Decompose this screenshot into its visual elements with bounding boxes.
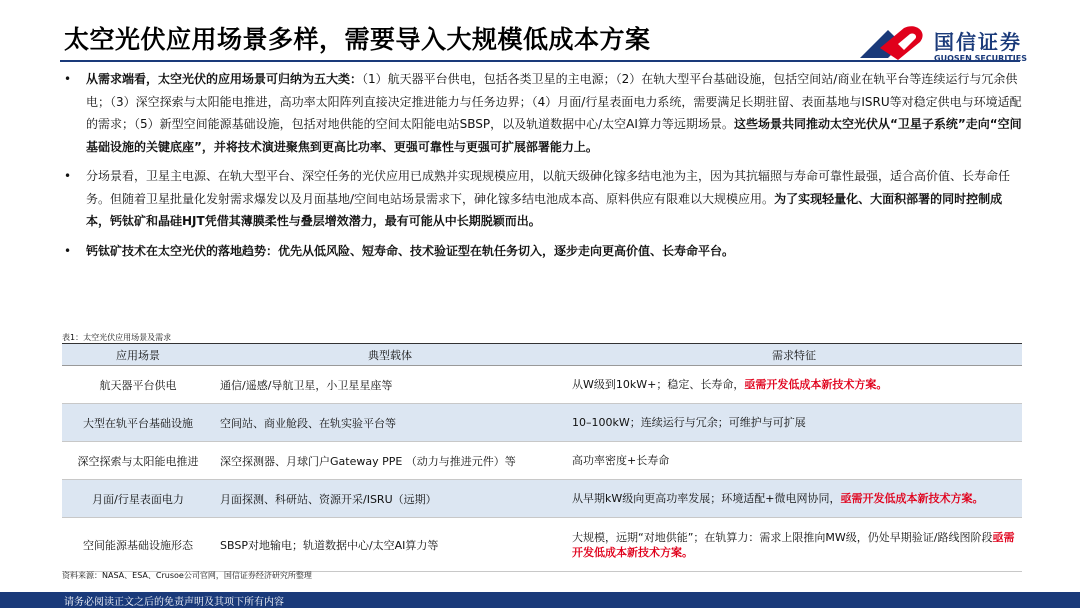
footer-bar	[0, 592, 1080, 608]
logo-text-en: GUOSEN SECURITIES	[934, 54, 1027, 63]
need-red-text: 亟需开发低成本新技术方案。	[840, 492, 984, 505]
bullet-bold-lead: 钙钛矿技术在太空光伏的落地趋势：优先从低风险、短寿命、技术验证型在轨任务切入，逐步走向更高价值、长寿命平台。	[86, 243, 735, 258]
table-header-cell: 典型载体	[214, 344, 566, 366]
need-cell	[566, 518, 1022, 572]
carrier-cell: 月面探测、科研站、资源开采/ISRU（远期）	[214, 480, 566, 518]
scene-cell: 大型在轨平台基础设施	[62, 404, 214, 442]
table-caption: 表1：太空光伏应用场景及需求	[62, 333, 172, 342]
need-red-text: 亟需开发低成本新技术方案。	[744, 378, 888, 391]
table-row	[62, 404, 1022, 442]
bullet-text: 分场景看，卫星主电源、在轨大型平台、深空任务的光伏应用已成熟并实现规模应用，以航天级砷化镓多结电池为主，因为其抗辐照与寿命可靠性最强，适合高价值、长寿命任务。但随着卫星批量化发射需求爆发以及月面基地/空间电站场景需求下，砷化镓多结电池成本高、原料供应有限难以大规模应用。	[86, 169, 1011, 206]
need-text: 从W级到10kW+；稳定、长寿命，	[572, 378, 745, 391]
scenario-table	[62, 343, 1022, 572]
need-text: 大规模，远期“对地供能”；在轨算力：需求上限推向MW级，仍处早期验证/路线图阶段	[572, 530, 993, 544]
bullet-item	[62, 240, 1022, 263]
table-header-row	[62, 344, 1022, 366]
table-row	[62, 366, 1022, 404]
bullet-dot-icon: •	[64, 169, 72, 183]
carrier-cell: 深空探测器、月球门户Gateway PPE （动力与推进元件）等	[214, 442, 566, 480]
bullet-item	[62, 68, 1022, 158]
carrier-cell: SBSP对地输电；轨道数据中心/太空AI算力等	[214, 518, 566, 572]
scene-cell: 月面/行星表面电力	[62, 480, 214, 518]
bullet-list	[62, 68, 1022, 269]
guosen-logo-icon	[858, 24, 928, 64]
carrier-cell: 空间站、商业舱段、在轨实验平台等	[214, 404, 566, 442]
need-red-text: 亟需开发低成本新技术方案。	[572, 530, 1015, 559]
need-cell	[566, 480, 1022, 518]
need-cell	[566, 404, 1022, 442]
bullet-dot-icon: •	[64, 72, 72, 86]
scene-cell: 深空探索与太阳能电推进	[62, 442, 214, 480]
source-note: 资料来源：NASA、ESA、Crusoe公司官网，国信证券经济研究所整理	[62, 571, 312, 580]
bullet-bold-tail: 这些场景共同推动太空光伏从“卫星子系统”走向“空间基础设施的关键底座”，并将技术演进聚焦到更高比功率、更强可靠性与更强可扩展部署能力上。	[86, 117, 1022, 154]
footer-disclaimer: 请务必阅读正文之后的免责声明及其项下所有内容	[64, 597, 284, 608]
logo-text-cn: 国信证券	[934, 30, 1022, 54]
need-text: 10–100kW；连续运行与冗余；可维护与可扩展	[572, 416, 806, 429]
guosen-logo	[858, 22, 1038, 68]
need-text: 从早期kW级向更高功率发展；环境适配+微电网协同，	[572, 492, 841, 505]
table-header-cell: 需求特征	[566, 344, 1022, 366]
bullet-bold-lead: 从需求端看，太空光伏的应用场景可归纳为五大类：	[86, 72, 363, 86]
scene-cell: 空间能源基础设施形态	[62, 518, 214, 572]
bullet-dot-icon: •	[64, 243, 72, 258]
need-cell	[566, 442, 1022, 480]
table-row	[62, 480, 1022, 518]
bullet-bold-tail: 为了实现轻量化、大面积部署的同时控制成本，钙钛矿和晶硅HJT凭借其薄膜柔性与叠层增效潜力，最有可能从中长期脱颖而出。	[86, 191, 1003, 228]
scene-cell: 航天器平台供电	[62, 366, 214, 404]
bullet-item	[62, 165, 1022, 233]
carrier-cell: 通信/遥感/导航卫星，小卫星星座等	[214, 366, 566, 404]
table-row	[62, 518, 1022, 572]
bullet-text: （1）航天器平台供电，包括各类卫星的主电源；（2）在轨大型平台基础设施，包括空间站/商业在轨平台等连续运行与冗余供电；（3）深空探索与太阳能电推进，高功率太阳阵列直接决定推进能力与任务边界；（4）月面/行星表面电力系统，需要满足长期驻留、表面基地与ISRU等对稳定供电与环境适配的需求；（5）新型空间能源基础设施，包括对地供能的空间太阳能电站SBSP，以及轨道数据中心/太空AI算力等远期场景。	[86, 72, 1022, 131]
table-header-cell: 应用场景	[62, 344, 214, 366]
page-title: 太空光伏应用场景多样，需要导入大规模低成本方案	[64, 25, 651, 54]
table-row	[62, 442, 1022, 480]
need-cell	[566, 366, 1022, 404]
need-text: 高功率密度+长寿命	[572, 454, 670, 467]
